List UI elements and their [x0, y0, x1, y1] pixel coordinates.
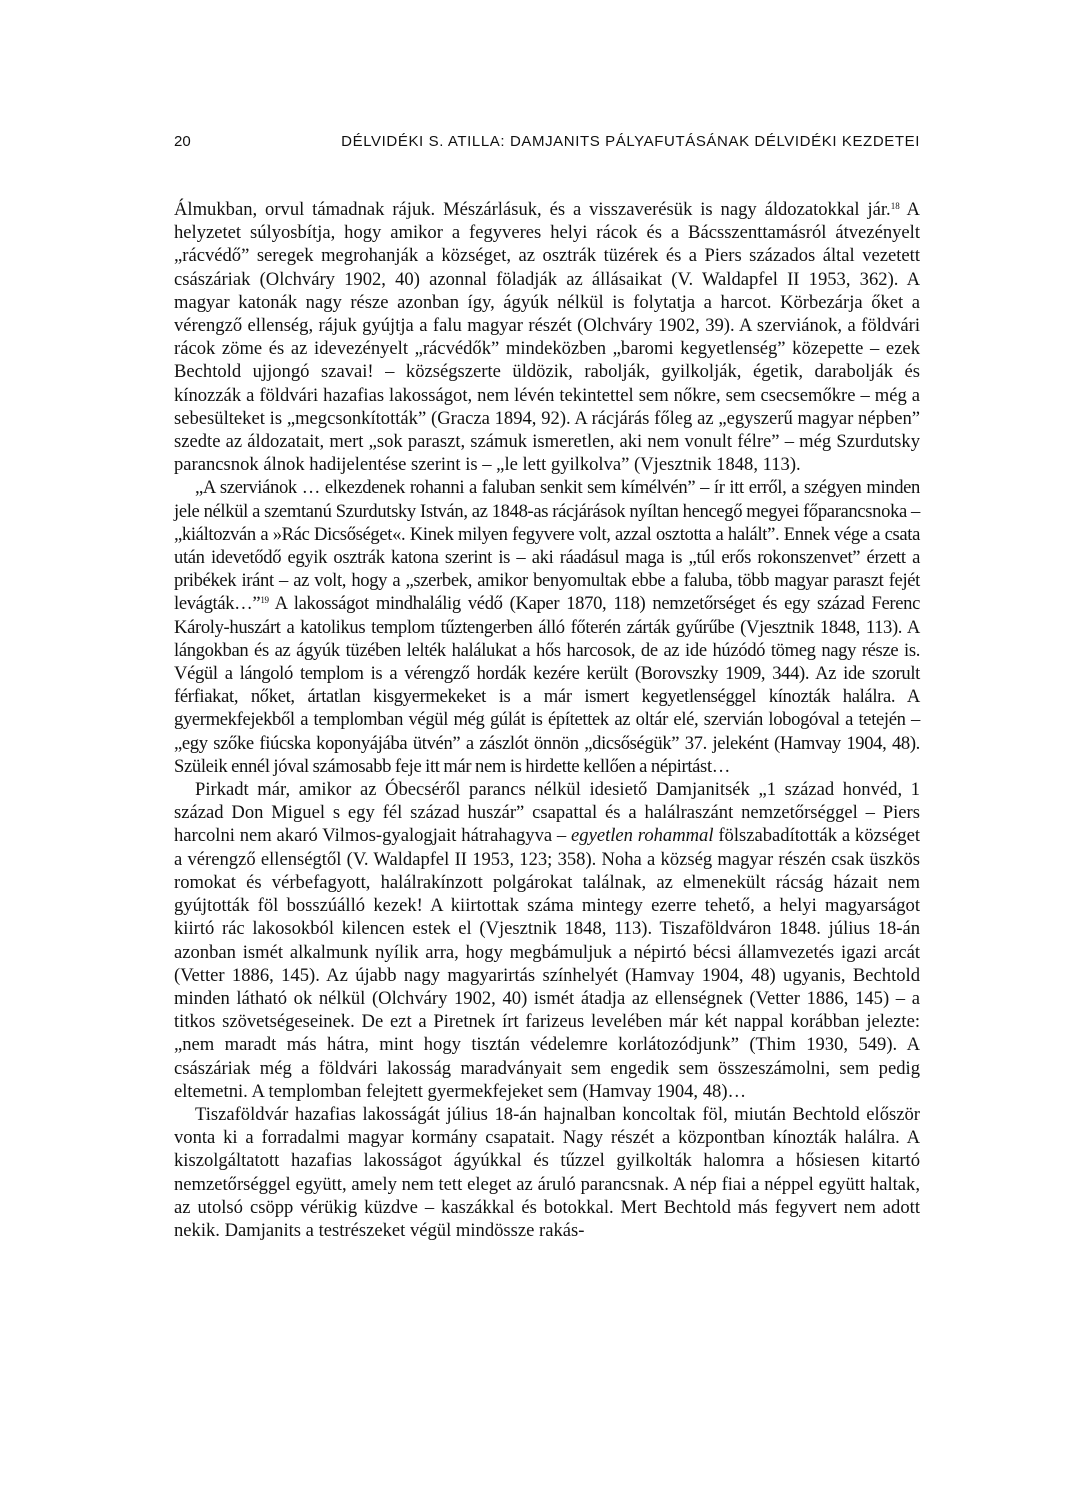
paragraph-4-text: Tiszaföldvár hazafias lakosságát július 18-án hajnalban koncoltak föl, miután Bechtold először vonta ki a forradalmi magyar kormány csapatait. Nagy részét a központban kínozták halálra. A kiszolgáltatott hazafias lakosságot ágyúkkal és tűzzel gyilkolták halomra a hősiesen kitartó nemzetőrséggel együtt, amely nem tett eleget az áruló parancsnak. A nép fiai a néppel együtt haltak, az utolsó csöpp vérükig küzdve – kaszákkal és botokkal. Mert Bechtold más fegyvert nem adott nekik. Damjanits a testrészeket végül mindössze rakás- — [174, 1103, 920, 1241]
paragraph-4 — [174, 1103, 920, 1242]
paragraph-3 — [174, 778, 920, 1103]
paragraph-3-text-b: fölszabadították a községet a vérengző ellenségtől (V. Waldapfel II 1953, 123; 358). Noha a község magyar részén csak üszkös romokat és vérbefagyott, halálrakínzott polgárokat találnak, az elmenekült rácság házait nem gyújtották föl bosszúálló kezek! A kiirtottak száma mintegy ezerre tehető, a helyi magyarságot kiirtó rác lakosokból kilencen estek el (Vjesztnik 1848, 113). Tiszaföldváron 1848. július 18-án azonban ismét alkalmunk nyílik arra, hogy megbámuljuk a népirtó bécsi államvezetés igazi arcát (Vetter 1886, 145). Az újabb nagy magyarirtás színhelyét (Hamvay 1904, 48) ugyanis, Bechtold minden látható ok nélkül (Olchváry 1902, 40) ismét átadja az ellenségnek (Vetter 1886, 145) – a titkos szövetségeseinek. De ezt a Piretnek írt farizeus levelében már két nappal korábban jelezte: „nem maradt más hátra, mint hogy tisztán védelemre korlátozódjunk” (Thim 1930, 549). A császáriak még a földvári lakosság maradványait sem engedik sem összeszámolni, sem pedig eltemetni. A templomban felejtett gyermekfejeket sem (Hamvay 1904, 48)… — [174, 825, 920, 1102]
body-text — [174, 198, 920, 1242]
paragraph-1 — [174, 198, 920, 476]
running-title: DÉLVIDÉKI S. ATILLA: DAMJANITS PÁLYAFUTÁSÁNAK DÉLVIDÉKI KEZDETEI — [341, 133, 920, 150]
paragraph-3-emphasis: egyetlen rohammal — [571, 825, 714, 847]
paragraph-2-text-a: „A szerviánok … elkezdenek rohanni a faluban senkit sem kímélvén” – ír itt erről, a szégyen minden jele nélkül a szemtanú Szurdutsky István, az 1848-as rácjárások nyíltan hencegő megyei főparancsnoka – „kiáltozván a »Rác Dicsőséget«. Kinek milyen fegyvere volt, azzal osztotta a halált”. Ennek vége a csata után idevetődő egyik osztrák katona szerint is – aki ráadásul maga is „túl erős rokonszenvet” érzett a pribékek iránt – az volt, hogy a „szerbek, amikor benyomultak ebbe a faluba, több magyar paraszt fejét levágták…” — [174, 477, 920, 615]
footnote-ref-18[interactable]: 18 — [890, 201, 900, 211]
paragraph-1-text-b: A helyzetet súlyosbítja, hogy amikor a fegyveres helyi rácok és a Bácsszenttamásról átvezényelt „rácvédő” seregek megrohanják a községet, az osztrák tüzérek és a Piers százados által vezetett császáriak (Olchváry 1902, 40) azonnal föladják az állásaikat (V. Waldapfel II 1953, 362). A magyar katonák nagy része azonban így, ágyúk nélkül is folytatja a harcot. Körbezárja őket a vérengző ellenség, rájuk gyújtja a falu magyar részét (Olchváry 1902, 39). A szerviánok, a földvári rácok zöme és az idevezényelt „rácvédők” mindeközben „baromi kegyetlenség” közepette – ezek Bechtold ujjongó szavai! – községszerte üldözik, rabolják, gyilkolják, égetik, darabolják és kínozzák a földvári hazafias lakosságot, nem lévén tekintettel sem nőkre, sem csecsemőkre – még a sebesülteket is „megcsonkították” (Gracza 1894, 92). A rácjárás főleg az „egyszerű magyar népben” szedte az áldozatait, mert „sok paraszt, számuk ismeretlen, aki nem vonult félre” – még Szurdutsky parancsnok álnok hadijelentése szerint is – „le lett gyilkolva” (Vjesztnik 1848, 113). — [174, 199, 920, 476]
footnote-ref-19[interactable]: 19 — [260, 595, 269, 606]
paragraph-3-text-a: Pirkadt már, amikor az Óbecséről parancs nélkül idesiető Damjanitsék „1 század honvéd, 1 század Don Miguel s egy fél század huszár” csapattal és a halálraszánt nemzetőrséggel – Piers harcolni nem akaró Vilmos-gyalogjait hátrahagyva – — [174, 779, 920, 847]
paragraph-1-text-a: Álmukban, orvul támadnak rájuk. Mészárlásuk, és a visszaverésük is nagy áldozatokkal jár. — [174, 199, 891, 220]
paragraph-2 — [174, 476, 920, 778]
paragraph-2-text-b: A lakosságot mindhalálig védő (Kaper 1870, 118) nemzetőrséget és egy század Ferenc Károly-huszárt a katolikus templom tűztengerben álló főterén zárták gyűrűbe (Vjesztnik 1848, 113). A lángokban és az ágyúk tüzében lelték halálukat a hős harcosok, de az ide húzódó tömeg nagy része is. Végül a lángoló templom is a vérengző hordák kezére került (Borovszky 1909, 344). Az ide szorult férfiakat, nőket, ártatlan kisgyermekeket is a már ismert kegyetlenséggel kínozták halálra. A gyermekfejekből a templomban végül még gúlát is építettek az oltár elé, szervián lobogóval a tetején – „egy szőke fiúcska koponyájába ütvén” a zászlót önnön „dicsőségük” 37. jeleként (Hamvay 1904, 48). Szüleik ennél jóval számosabb feje itt már nem is hirdette kellően a népirtást… — [174, 593, 920, 777]
page-number: 20 — [174, 133, 191, 150]
page-header — [174, 133, 920, 155]
